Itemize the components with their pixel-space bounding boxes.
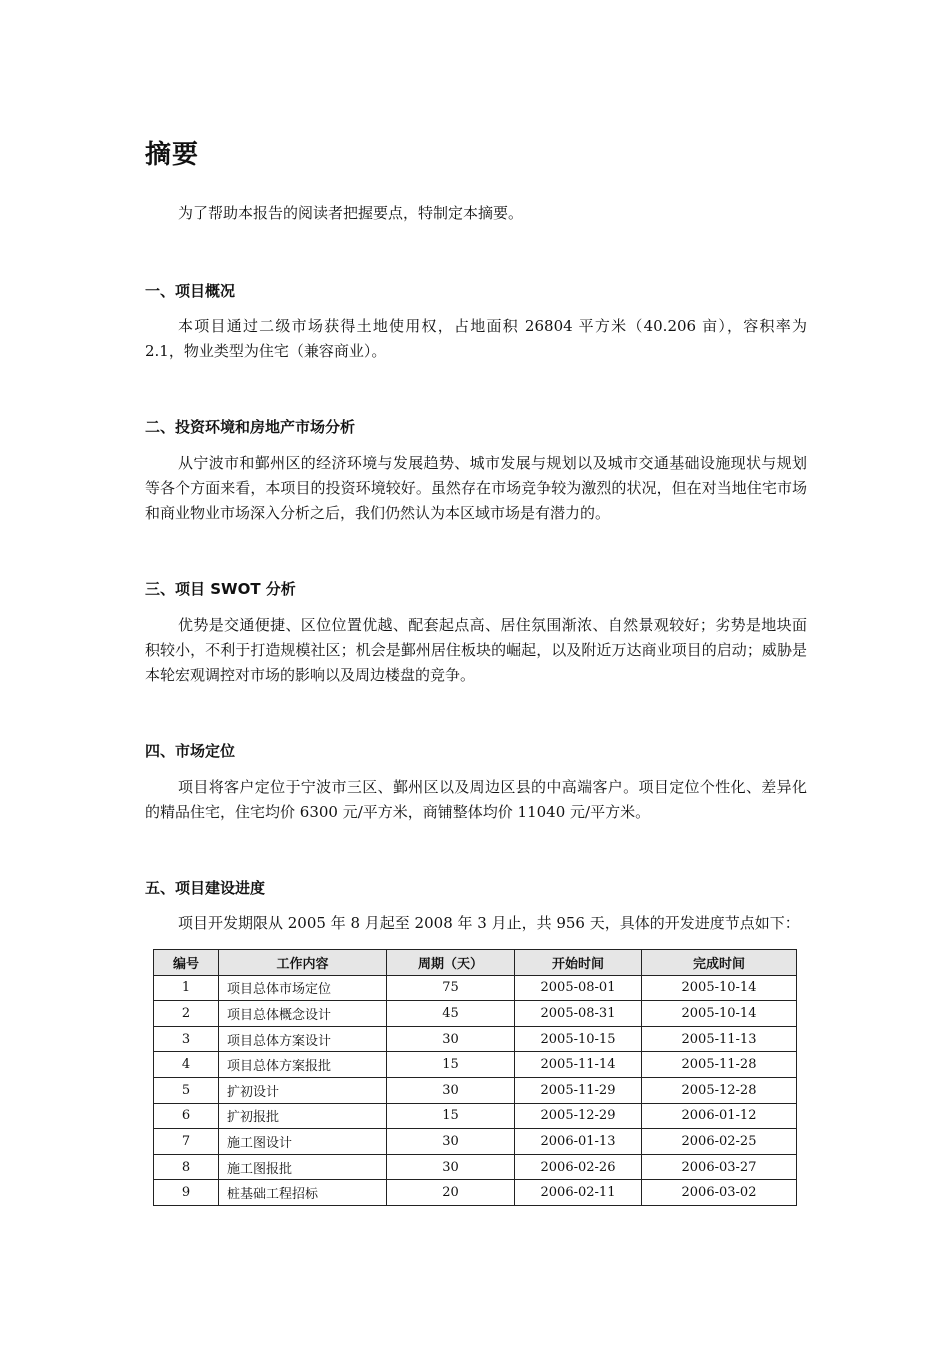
cell-end: 2006-02-25 [642, 1129, 797, 1155]
cell-end: 2005-10-14 [642, 975, 797, 1001]
cell-id: 8 [154, 1154, 219, 1180]
header-cell-duration: 周期（天） [387, 950, 515, 976]
cell-end: 2005-11-13 [642, 1026, 797, 1052]
cell-end: 2006-01-12 [642, 1103, 797, 1129]
cell-id: 3 [154, 1026, 219, 1052]
cell-end: 2006-03-02 [642, 1180, 797, 1206]
cell-task: 扩初报批 [219, 1103, 387, 1129]
cell-duration: 45 [387, 1001, 515, 1027]
header-cell-task: 工作内容 [219, 950, 387, 976]
cell-task: 项目总体方案设计 [219, 1026, 387, 1052]
table-row [154, 975, 797, 1001]
table-row [154, 1154, 797, 1180]
section-heading-swot: 三、项目 SWOT 分析 [145, 580, 296, 598]
table-header-row [154, 950, 797, 976]
section-text-schedule: 项目开发期限从 2005 年 8 月起至 2008 年 3 月止，共 956 天，具体的开发进度节点如下： [178, 914, 800, 932]
cell-task: 项目总体市场定位 [219, 975, 387, 1001]
section-text-swot: 优势是交通便捷、区位位置优越、配套起点高、居住氛围渐浓、自然景观较好；劣势是地块面积较小，不利于打造规模社区；机会是鄞州居住板块的崛起，以及附近万达商业项目的启动；威胁是本轮宏观调控对市场的影响以及周边楼盘的竞争。 [145, 616, 807, 684]
cell-id: 6 [154, 1103, 219, 1129]
cell-id: 1 [154, 975, 219, 1001]
cell-duration: 30 [387, 1129, 515, 1155]
header-cell-id: 编号 [154, 950, 219, 976]
cell-end: 2005-11-28 [642, 1052, 797, 1078]
cell-id: 4 [154, 1052, 219, 1078]
cell-start: 2005-11-14 [515, 1052, 642, 1078]
cell-end: 2006-03-27 [642, 1154, 797, 1180]
header-cell-end: 完成时间 [642, 950, 797, 976]
cell-end: 2005-10-14 [642, 1001, 797, 1027]
cell-id: 7 [154, 1129, 219, 1155]
cell-start: 2005-08-01 [515, 975, 642, 1001]
table-row [154, 1001, 797, 1027]
table-row [154, 1026, 797, 1052]
section-heading-overview: 一、项目概况 [145, 282, 236, 300]
cell-duration: 75 [387, 975, 515, 1001]
cell-end: 2005-12-28 [642, 1077, 797, 1103]
cell-task: 项目总体方案报批 [219, 1052, 387, 1078]
cell-start: 2006-02-11 [515, 1180, 642, 1206]
section-heading-positioning: 四、市场定位 [145, 742, 236, 760]
cell-duration: 30 [387, 1026, 515, 1052]
cell-task: 桩基础工程招标 [219, 1180, 387, 1206]
cell-id: 5 [154, 1077, 219, 1103]
section-heading-investment: 二、投资环境和房地产市场分析 [145, 418, 356, 436]
table-row [154, 1077, 797, 1103]
section-text-positioning: 项目将客户定位于宁波市三区、鄞州区以及周边区县的中高端客户。项目定位个性化、差异化的精品住宅，住宅均价 6300 元/平方米，商铺整体均价 11040 元/平方米。 [145, 778, 807, 821]
cell-task: 扩初设计 [219, 1077, 387, 1103]
cell-task: 项目总体概念设计 [219, 1001, 387, 1027]
section-text-investment: 从宁波市和鄞州区的经济环境与发展趋势、城市发展与规划以及城市交通基础设施现状与规划等各个方面来看，本项目的投资环境较好。虽然存在市场竞争较为激烈的状况，但在对当地住宅市场和商业物业市场深入分析之后，我们仍然认为本区域市场是有潜力的。 [145, 454, 807, 522]
cell-task: 施工图报批 [219, 1154, 387, 1180]
section-text-overview: 本项目通过二级市场获得土地使用权，占地面积 26804 平方米（40.206 亩），容积率为 2.1，物业类型为住宅（兼容商业）。 [145, 317, 807, 360]
cell-duration: 20 [387, 1180, 515, 1206]
cell-start: 2005-11-29 [515, 1077, 642, 1103]
table-row [154, 1052, 797, 1078]
cell-duration: 15 [387, 1052, 515, 1078]
cell-task: 施工图设计 [219, 1129, 387, 1155]
schedule-table [153, 949, 797, 1206]
cell-duration: 30 [387, 1154, 515, 1180]
table-row [154, 1103, 797, 1129]
cell-start: 2006-02-26 [515, 1154, 642, 1180]
cell-id: 9 [154, 1180, 219, 1206]
cell-duration: 15 [387, 1103, 515, 1129]
intro-paragraph: 为了帮助本报告的阅读者把握要点，特制定本摘要。 [178, 204, 524, 222]
cell-start: 2005-10-15 [515, 1026, 642, 1052]
header-cell-start: 开始时间 [515, 950, 642, 976]
table-row [154, 1129, 797, 1155]
page-title: 摘要 [145, 140, 200, 170]
cell-duration: 30 [387, 1077, 515, 1103]
cell-start: 2006-01-13 [515, 1129, 642, 1155]
cell-id: 2 [154, 1001, 219, 1027]
cell-start: 2005-08-31 [515, 1001, 642, 1027]
table-row [154, 1180, 797, 1206]
cell-start: 2005-12-29 [515, 1103, 642, 1129]
section-heading-schedule: 五、项目建设进度 [145, 879, 266, 897]
